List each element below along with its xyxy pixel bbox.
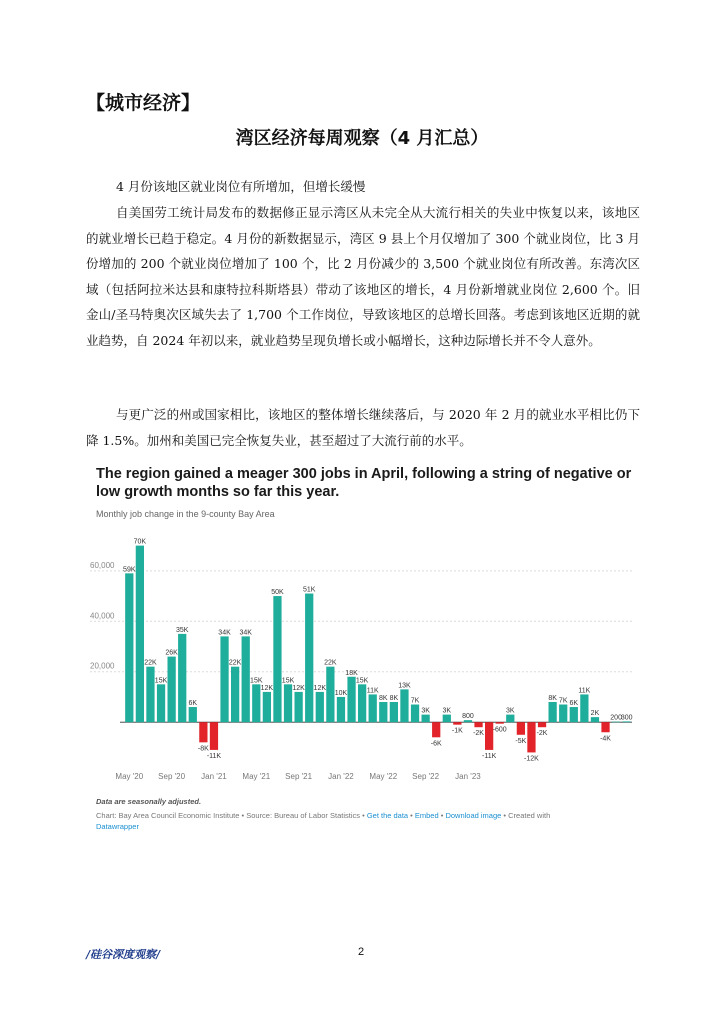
bar xyxy=(580,694,588,722)
chart-notes: Data are seasonally adjusted. Chart: Bay Area Council Economic Institute • Source: Bureau of Labor Statistics • Get the data • Embed • Download image • Created with Datawrapper xyxy=(96,796,636,832)
bar-value-label: 35K xyxy=(175,626,189,634)
article-title: 湾区经济每周观察（4 月汇总） xyxy=(235,128,489,149)
section-tag: 【城市经济】 xyxy=(86,92,201,114)
bar xyxy=(252,684,260,722)
bar-value-label: 15K xyxy=(250,677,263,685)
bar-value-label: 3K xyxy=(506,707,515,715)
seasonal-note: Data are seasonally adjusted. xyxy=(96,797,202,806)
chart-subtitle: Monthly job change in the 9-county Bay Area xyxy=(96,509,275,519)
bar xyxy=(231,667,239,722)
bar xyxy=(506,715,514,723)
bar-value-label: 6K xyxy=(569,700,579,708)
bar xyxy=(347,677,355,722)
bar xyxy=(570,707,578,722)
bar xyxy=(496,722,504,724)
bar xyxy=(305,594,313,723)
bar-value-label: 26K xyxy=(165,649,178,657)
bar xyxy=(601,722,609,732)
bar xyxy=(210,722,218,750)
bar-value-label: 7K xyxy=(558,697,568,705)
bar-value-label: 34K xyxy=(218,629,231,637)
x-tick-label: May '22 xyxy=(369,772,398,781)
bar-value-label: 8K xyxy=(548,694,557,702)
bar-value-label: 11K xyxy=(578,687,591,695)
x-tick-label: Sep '21 xyxy=(285,772,313,781)
bar-value-label: -11K xyxy=(206,752,222,760)
bar xyxy=(379,702,387,722)
bar xyxy=(358,684,366,722)
bar xyxy=(220,636,228,722)
bar xyxy=(242,636,250,722)
bar xyxy=(146,667,154,722)
bar xyxy=(623,721,631,722)
bar-value-label: -12K xyxy=(524,755,539,763)
bar xyxy=(326,667,334,722)
bar xyxy=(136,546,144,723)
bar xyxy=(443,715,451,723)
bar xyxy=(263,692,271,722)
bar xyxy=(178,634,186,722)
bar-value-label: 11K xyxy=(366,687,379,695)
bar xyxy=(199,722,207,742)
bar xyxy=(411,705,419,723)
bar-value-label: 2K xyxy=(590,710,600,718)
bar xyxy=(527,722,535,752)
bar xyxy=(337,697,345,722)
x-tick-label: Jan '22 xyxy=(328,772,354,781)
bar-value-label: -600 xyxy=(492,726,507,734)
paragraph-body-2: 与更广泛的州或国家相比，该地区的整体增长继续落后，与 2020 年 2 月的就业水平相比仍下降 1.5%。加州和美国已完全恢复失业，甚至超过了大流行前的水平。 xyxy=(86,407,640,448)
x-tick-label: Jan '21 xyxy=(201,772,227,781)
bar-value-label: 8K xyxy=(389,694,399,702)
x-tick-label: May '20 xyxy=(115,772,144,781)
bar-value-label: -2K xyxy=(536,730,548,738)
bar-value-label: 50K xyxy=(271,589,284,597)
bar-value-label: 200 xyxy=(610,714,622,722)
bar-value-label: 15K xyxy=(281,677,295,685)
bar-value-label: 3K xyxy=(421,707,430,715)
y-tick-label: 40,000 xyxy=(90,611,115,621)
bar xyxy=(591,717,599,722)
bar xyxy=(421,715,429,723)
bar-value-label: 59K xyxy=(123,566,136,574)
bar-value-label: 300 xyxy=(620,714,633,722)
bar-value-label: 12K xyxy=(313,684,327,692)
footer-brand: /硅谷深度观察/ xyxy=(86,948,161,961)
bar xyxy=(390,702,398,722)
bar xyxy=(167,657,175,723)
bar-value-label: 70K xyxy=(133,538,147,546)
download-image-link[interactable]: Download image xyxy=(445,811,502,820)
bar xyxy=(273,596,281,722)
bar xyxy=(548,702,556,722)
embed-link[interactable]: Embed xyxy=(414,811,439,820)
bar xyxy=(316,692,324,722)
bar-value-label: 22K xyxy=(144,659,157,667)
x-tick-label: Sep '20 xyxy=(158,772,186,781)
bar xyxy=(474,722,482,727)
bar-value-label: 51K xyxy=(302,586,316,594)
bar-value-label: 7K xyxy=(410,697,420,705)
bar-value-label: -8K xyxy=(197,745,209,753)
bar xyxy=(432,722,440,737)
x-tick-label: Sep '22 xyxy=(412,772,440,781)
bar xyxy=(400,689,408,722)
paragraph-body-1: 自美国劳工统计局发布的数据修正显示湾区从未完全从大流行相关的失业中恢复以来，该地区的就业增长已趋于稳定。4 月份的新数据显示，湾区 9 县上个月仅增加了 300 个就业岗位，比 3 月份增加的 200 个就业岗位增加了 100 个，比 2 月份减少的 3,500 个就业岗位有所改善。东湾次区域（包括阿拉米达县和康特拉科斯塔县）带动了该地区的增长，4 月份新增就业岗位 2,600 个。旧金山/圣马特奥次区域失去了 1,700 个工作岗位，导致该地区的总增长回落。考虑到该地区近期的就业趋势，自 2024 年初以来，就业趋势呈现负增长或小幅增长，这种边际增长并不令人意外。 xyxy=(86,205,640,348)
bar-value-label: -11K xyxy=(481,752,497,760)
bar xyxy=(157,684,165,722)
bar xyxy=(464,720,472,722)
get-data-link[interactable]: Get the data xyxy=(366,811,409,820)
bar-value-label: 22K xyxy=(228,659,242,667)
bar-value-label: 6K xyxy=(188,700,198,708)
bar xyxy=(538,722,546,727)
x-tick-label: Jan '23 xyxy=(455,772,481,781)
bar-value-label: -2K xyxy=(473,730,484,738)
bar xyxy=(559,705,567,723)
paragraph-lead: 4 月份该地区就业岗位有所增加，但增长缓慢 xyxy=(116,179,366,194)
bar-value-label: 12K xyxy=(292,684,305,692)
bar-value-label: 22K xyxy=(324,659,337,667)
y-tick-label: 60,000 xyxy=(90,560,115,570)
bar xyxy=(189,707,197,722)
created-with-text: • Created with xyxy=(503,811,551,820)
bar-value-label: 3K xyxy=(442,707,452,715)
page-number: 2 xyxy=(358,946,365,958)
job-change-chart xyxy=(90,525,640,785)
chart-credit: Chart: Bay Area Council Economic Institute • Source: Bureau of Labor Statistics • xyxy=(96,811,365,820)
bar xyxy=(294,692,302,722)
bar xyxy=(517,722,525,735)
bar xyxy=(453,722,461,725)
bar-value-label: 10K xyxy=(334,689,348,697)
bar-value-label: -1K xyxy=(451,727,463,735)
x-tick-label: May '21 xyxy=(242,772,271,781)
bar-value-label: 18K xyxy=(345,669,358,677)
y-tick-label: 20,000 xyxy=(90,661,115,671)
bar-value-label: 13K xyxy=(398,682,411,690)
bar xyxy=(369,694,377,722)
bar-value-label: -6K xyxy=(430,740,442,748)
bar-value-label: -4K xyxy=(600,735,611,743)
bar-value-label: 800 xyxy=(462,713,474,721)
bar-value-label: -5K xyxy=(515,737,527,745)
bar-value-label: 8K xyxy=(379,694,388,702)
chart-title: The region gained a meager 300 jobs in April, following a string of negative or low growth months so far this year. xyxy=(96,466,632,500)
bar-value-label: 34K xyxy=(239,629,252,637)
bar xyxy=(612,722,620,723)
bar xyxy=(125,573,133,722)
bar-value-label: 12K xyxy=(260,684,274,692)
bar xyxy=(284,684,292,722)
bar-value-label: 15K xyxy=(154,677,168,685)
bar-value-label: 15K xyxy=(355,677,369,685)
datawrapper-link[interactable]: Datawrapper xyxy=(96,822,139,831)
